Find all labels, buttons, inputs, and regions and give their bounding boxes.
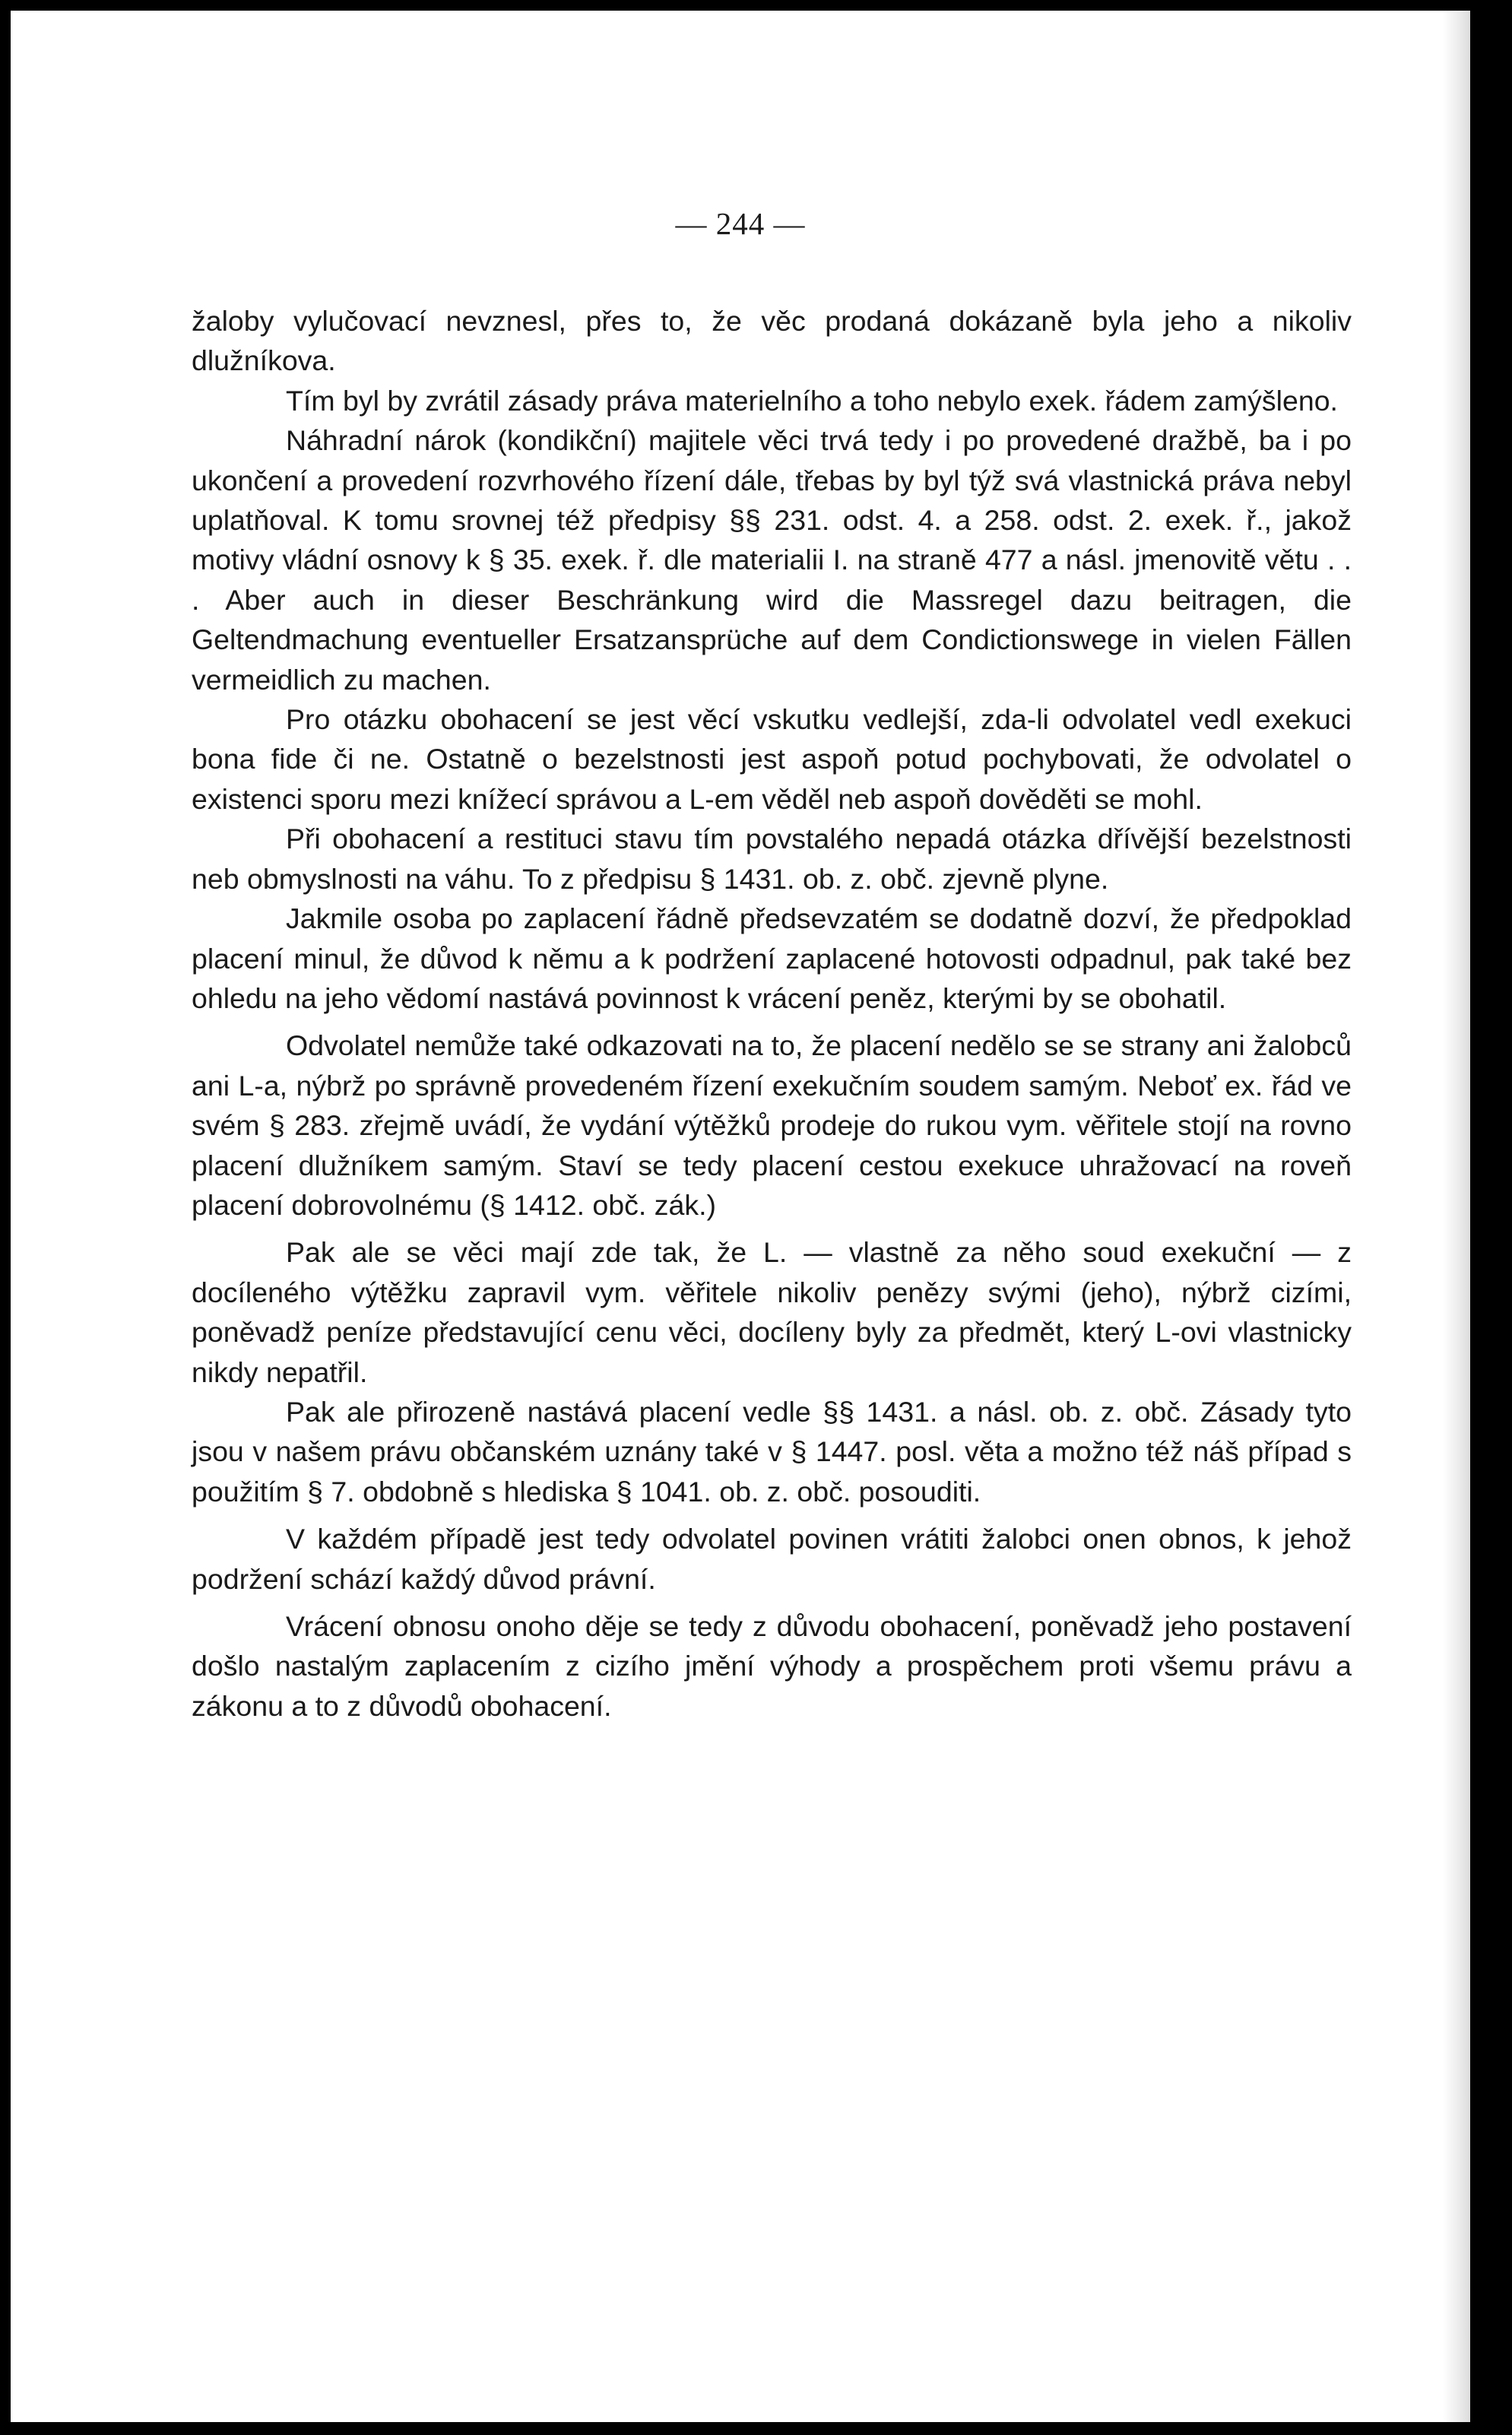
paragraph-7: Odvolatel nemůže také odkazovati na to, že placení nedělo se se strany ani žalobců ani L-a, nýbrž po správně provedeném řízení exekučním soudem samým. Neboť ex. řád ve svém § 283. zřejmě uvádí, že vydání výtěžků prodeje do rukou vym. věřitele stojí na rovno placení dlužníkem samým. Staví se tedy placení cestou exekuce uhražovací na roveň placení dobrovolnému (§ 1412. obč. zák.)	[192, 1029, 1352, 1221]
paragraph-3: Náhradní nárok (kondikční) majitele věci trvá tedy i po provedené dražbě, ba i po ukončení a provedení rozvrhového řízení dále, třebas by byl týž svá vlastnická práva nebyl uplatňoval. K tomu srovnej též předpisy §§ 231. odst. 4. a 258. odst. 2. exek. ř., jakož motivy vládní osnovy k § 35. exek. ř. dle materialii I. na straně 477 a násl. jmenovitě větu . . . Aber auch in dieser Beschränkung wird die Massregel dazu beitragen, die Geltendmachung eventueller Ersatzansprüche auf dem Condictionswege in vielen Fällen vermeidlich zu machen.	[192, 424, 1352, 696]
page-edge-shadow	[1443, 11, 1470, 2422]
paragraph-8: Pak ale se věci mají zde tak, že L. — vlastně za něho soud exekuční — z docíleného výtěžku zapravil vym. věřitele nikoliv penězy svými (jeho), nýbrž cizími, poněvadž peníze představující cenu věci, docíleny byly za předmět, který L-ovi vlastnicky nikdy nepatřil.	[192, 1236, 1352, 1388]
paragraph-9: Pak ale přirozeně nastává placení vedle §§ 1431. a násl. ob. z. obč. Zásady tyto jsou v našem právu občanském uznány také v § 1447. posl. věta a možno též náš případ s použitím § 7. obdobně s hlediska § 1041. ob. z. obč. posouditi.	[192, 1395, 1352, 1508]
paragraph-10: V každém případě jest tedy odvolatel povinen vrátiti žalobci onen obnos, k jehož podržení schází každý důvod právní.	[192, 1523, 1352, 1595]
paragraph-4: Pro otázku obohacení se jest věcí vskutku vedlejší, zda-li odvolatel vedl exekuci bona fide či ne. Ostatně o bezelstnosti jest aspoň potud pochybovati, že odvolatel o existenci sporu mezi knížecí správou a L-em věděl neb aspoň dověděti se mohl.	[192, 703, 1352, 815]
paragraph-1: žaloby vylučovací nevznesl, přes to, že věc prodaná dokázaně byla jeho a nikoliv dlužníkova.	[192, 305, 1352, 377]
paragraph-11: Vrácení obnosu onoho děje se tedy z důvodu obohacení, poněvadž jeho postavení došlo nastalým zaplacením z cizího jmění výhody a prospěchem proti všemu právu a zákonu a to z důvodů obohacení.	[192, 1610, 1352, 1722]
page-number: — 244 —	[675, 206, 806, 241]
paragraph-6: Jakmile osoba po zaplacení řádně předsevzatém se dodatně dozví, že předpoklad placení minul, že důvod k němu a k podržení zaplacené hotovosti odpadnul, pak také bez ohledu na jeho vědomí nastává povinnost k vrácení peněz, kterými by se obohatil.	[192, 902, 1352, 1014]
paragraph-2: Tím byl by zvrátil zásady práva materielního a toho nebylo exek. řádem zamýšleno.	[286, 384, 1338, 417]
paragraph-5: Při obohacení a restituci stavu tím povstalého nepadá otázka dřívější bezelstnosti neb obmyslnosti na váhu. To z předpisu § 1431. ob. z. obč. zjevně plyne.	[192, 823, 1352, 895]
body-text	[192, 301, 1352, 1726]
book-page	[11, 11, 1470, 2422]
